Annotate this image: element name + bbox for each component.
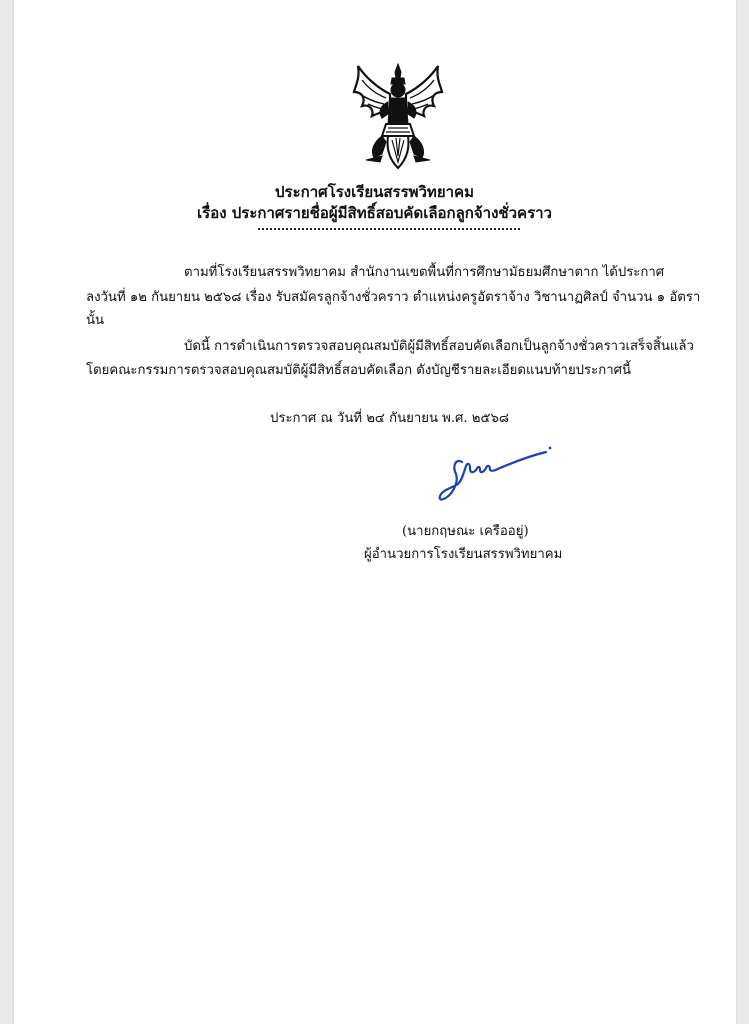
garuda-emblem-icon <box>352 62 444 170</box>
document-page <box>14 0 736 1024</box>
paragraph-1-line-2: ลงวันที่ ๑๒ กันยายน ๒๕๖๘ เรื่อง รับสมัครลูกจ้างชั่วคราว ตำแหน่งครูอัตราจ้าง วิชานาฏศิลป์ จำนวน ๑ อัตรา <box>86 290 701 305</box>
signatory-name: (นายกฤษณะ เครืออยู่) <box>402 524 529 539</box>
announcement-date: ประกาศ ณ วันที่ ๒๔ กันยายน พ.ศ. ๒๕๖๘ <box>270 411 510 426</box>
document-title: ประกาศโรงเรียนสรรพวิทยาคม <box>275 183 474 201</box>
paragraph-1-line-1: ตามที่โรงเรียนสรรพวิทยาคม สำนักงานเขตพื้นที่การศึกษามัธยมศึกษาตาก ได้ประกาศ <box>184 265 665 280</box>
paragraph-2-line-1: บัดนี้ การดำเนินการตรวจสอบคุณสมบัติผู้มีสิทธิ์สอบคัดเลือกเป็นลูกจ้างชั่วคราวเสร็จสิ้นแล้ว <box>184 339 694 354</box>
document-subject: เรื่อง ประกาศรายชื่อผู้มีสิทธิ์สอบคัดเลือกลูกจ้างชั่วคราว <box>197 204 552 222</box>
signatory-position: ผู้อำนวยการโรงเรียนสรรพวิทยาคม <box>364 547 563 562</box>
signature-icon <box>426 440 556 510</box>
title-divider <box>258 226 520 230</box>
paragraph-2-line-2: โดยคณะกรรมการตรวจสอบคุณสมบัติผู้มีสิทธิ์สอบคัดเลือก ดังบัญชีรายละเอียดแนบท้ายประกาศนี้ <box>86 363 631 378</box>
paragraph-1-line-3: นั้น <box>86 313 105 328</box>
